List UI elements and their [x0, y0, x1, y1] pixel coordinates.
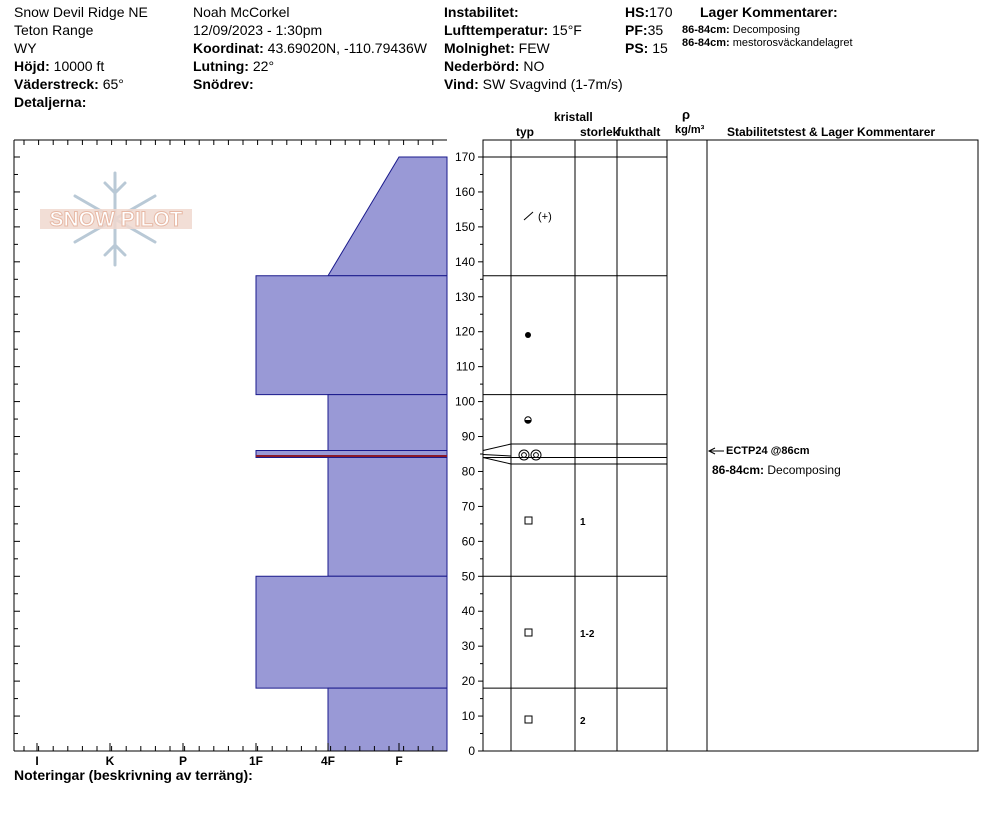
- grain-size-value: 2: [580, 716, 586, 727]
- depth-tick-label: 150: [454, 219, 475, 234]
- hardness-layer-3: [328, 395, 447, 451]
- stability-test-result: ECTP24 @86cm: [726, 445, 810, 457]
- hardness-label: F: [395, 754, 403, 768]
- precipitation: Nederbörd: NO: [444, 58, 545, 74]
- depth-tick-label: 100: [454, 394, 475, 409]
- hardness-label: I: [35, 754, 39, 768]
- depth-tick-label: 110: [455, 359, 475, 374]
- depth-tick-label: 10: [461, 709, 475, 724]
- foot-penetration: PF:35: [625, 22, 664, 38]
- hardness-label: P: [178, 754, 188, 768]
- density-symbol-header: ρ: [682, 107, 691, 122]
- instability-label: Instabilitet:: [444, 4, 519, 20]
- snow-drift-label: Snödrev:: [193, 76, 254, 92]
- moisture-header: fukthalt: [617, 125, 661, 139]
- slope-angle: Lutning: 22°: [193, 58, 275, 74]
- hardness-layer-2: [256, 276, 447, 395]
- depth-tick-label: 70: [461, 499, 475, 514]
- air-temperature: Lufttemperatur: 15°F: [444, 22, 582, 38]
- mountain-range: Teton Range: [14, 22, 94, 38]
- observation-datetime: 12/09/2023 - 1:30pm: [193, 22, 323, 38]
- hardness-label: 1F: [248, 754, 264, 768]
- hardness-layer-1: [328, 157, 447, 276]
- depth-tick-label: 20: [461, 674, 475, 689]
- grain-type-symbol: [524, 211, 552, 223]
- grain-type-symbol: [525, 417, 531, 423]
- grain-type-header: typ: [516, 125, 534, 139]
- cloud-cover: Molnighet: FEW: [444, 40, 550, 56]
- depth-tick-label: 90: [461, 429, 475, 444]
- grain-type-symbol: [525, 332, 531, 338]
- hardness-layer-7: [328, 688, 447, 751]
- logo-text: SNOW PILOT: [49, 208, 183, 231]
- state: WY: [14, 40, 37, 56]
- depth-tick-label: 80: [461, 464, 475, 479]
- grain-size-value: 1: [580, 517, 586, 528]
- layer-comment-2: 86-84cm: mestorosväckandelagret: [682, 37, 853, 49]
- depth-tick-label: 50: [461, 569, 475, 584]
- hardness-label: 4F: [320, 754, 336, 768]
- hardness-layer-6: [256, 576, 447, 688]
- hardness-layer-5: [328, 457, 447, 576]
- wind: Vind: SW Svagvind (1-7m/s): [444, 76, 623, 92]
- depth-tick-label: 0: [468, 744, 475, 758]
- grain-size-value: 1-2: [580, 629, 595, 640]
- elevation: Höjd: 10000 ft: [14, 58, 105, 74]
- hardness-profile: [256, 157, 447, 751]
- stability-test-arrow: [709, 448, 724, 454]
- aspect: Väderstreck: 65°: [14, 76, 124, 92]
- observer-name: Noah McCorkel: [193, 4, 290, 20]
- depth-tick-label: 30: [461, 639, 475, 654]
- grain-size-header: storlek: [580, 125, 620, 139]
- grain-table: [455, 140, 978, 758]
- density-unit-header: kg/m³: [675, 124, 705, 136]
- ski-penetration: PS: 15: [625, 40, 668, 56]
- stability-header: Stabilitetstest & Lager Kommentarer: [727, 125, 936, 139]
- depth-tick-label: 40: [461, 604, 475, 619]
- height-of-snow: HS:170: [625, 4, 673, 20]
- terrain-notes-label: Noteringar (beskrivning av terräng):: [14, 767, 253, 783]
- layer-comment-1: 86-84cm: Decomposing: [682, 24, 801, 36]
- depth-tick-label: 160: [454, 184, 475, 199]
- coordinates: Koordinat: 43.69020N, -110.79436W: [193, 40, 427, 56]
- depth-tick-label: 120: [454, 324, 475, 339]
- site-name: Snow Devil Ridge NE: [14, 4, 148, 20]
- snowpilot-logo: [40, 173, 192, 265]
- stability-comment: 86-84cm: Decomposing: [712, 463, 841, 477]
- svg-text:(+): (+): [538, 211, 552, 223]
- depth-tick-label: 60: [461, 534, 475, 549]
- hardness-label: K: [105, 754, 115, 768]
- grain-type-symbol: [525, 517, 532, 524]
- depth-tick-label: 140: [454, 254, 475, 269]
- layer-comments-title: Lager Kommentarer:: [700, 4, 838, 20]
- grain-type-symbol: [519, 450, 541, 460]
- details-label: Detaljerna:: [14, 94, 87, 110]
- crystal-header: kristall: [554, 110, 593, 124]
- grain-type-symbol: [525, 629, 532, 636]
- depth-tick-label: 170: [454, 150, 475, 164]
- grain-type-symbol: [525, 716, 532, 723]
- depth-tick-label: 130: [454, 289, 475, 304]
